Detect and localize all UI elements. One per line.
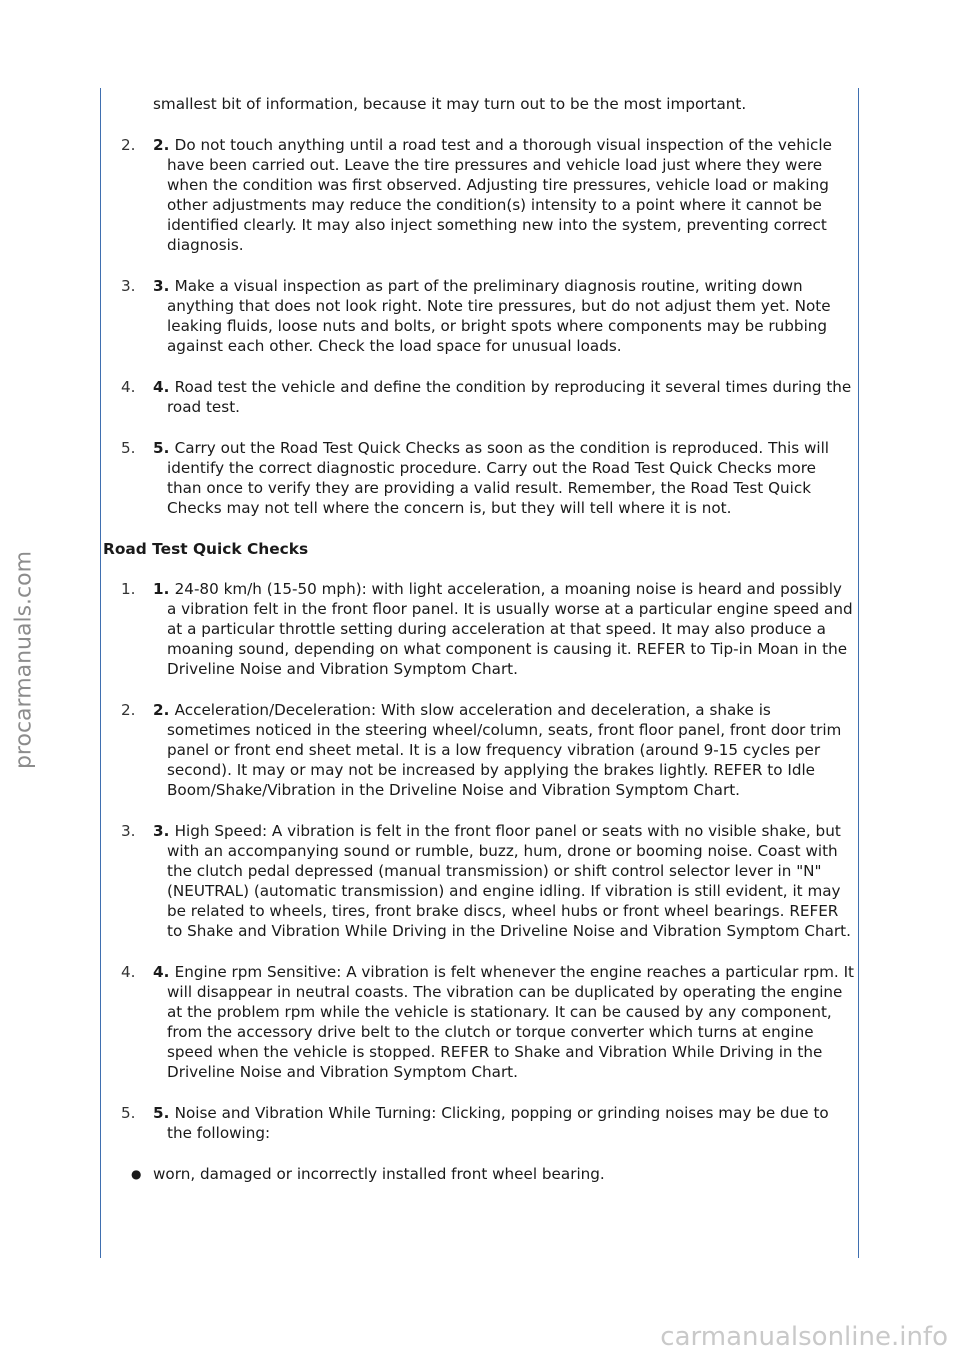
item-text: 5. Carry out the Road Test Quick Checks as soon as the condition is reproduced. This will identify the correct diagnostic procedure. Carry out the Road Test Quick Checks more than once to verify they are providing a valid result. Remember, the Road Test Quick Checks may not tell where the concern is, but they will tell where it is not. [153, 439, 830, 517]
procedure-step [103, 377, 855, 417]
item-lead-bold: 3. [153, 277, 175, 295]
procedure-steps-list [103, 135, 855, 518]
item-text: 1. 24-80 km/h (15-50 mph): with light acceleration, a moaning noise is heard and possibly a vibration felt in the front floor panel. It is usually worse at a particular engine speed and at a particular throttle setting during acceleration at that speed. It may also produce a moaning sound, depending on what component is causing it. REFER to Tip-in Moan in the Driveline Noise and Vibration Symptom Chart. [153, 580, 853, 678]
item-lead-bold: 1. [153, 580, 175, 598]
bullet-list [103, 1164, 855, 1184]
item-lead-bold: 2. [153, 136, 175, 154]
item-number: 5. [121, 1104, 136, 1122]
item-number: 1. [121, 580, 136, 598]
side-watermark-text: procarmanuals.com [11, 550, 37, 770]
procedure-step [103, 135, 855, 255]
bottom-watermark: carmanualsonline.info [660, 1322, 948, 1352]
item-number: 3. [121, 277, 136, 295]
item-lead-bold: 3. [153, 822, 175, 840]
bullet-text: worn, damaged or incorrectly installed front wheel bearing. [153, 1165, 605, 1183]
item-text: 5. Noise and Vibration While Turning: Clicking, popping or grinding noises may be due to the following: [153, 1104, 829, 1142]
item-lead-bold: 2. [153, 701, 175, 719]
document-body [103, 94, 855, 1184]
quick-check-item [103, 821, 855, 941]
item-text: 3. Make a visual inspection as part of the preliminary diagnosis routine, writing down anything that does not look right. Note tire pressures, but do not adjust them yet. Note leaking fluids, loose nuts and bolts, or bright spots where components may be rubbing against each other. Check the load space for unusual loads. [153, 277, 831, 355]
right-border-rule [858, 88, 859, 1258]
item-number: 2. [121, 136, 136, 154]
quick-check-item [103, 579, 855, 679]
item-number: 4. [121, 378, 136, 396]
procedure-step [103, 276, 855, 356]
item-text: 3. High Speed: A vibration is felt in the front floor panel or seats with no visible shake, but with an accompanying sound or rumble, buzz, hum, drone or booming noise. Coast with the clutch pedal depressed (manual transmission) or shift control selector lever in "N" (NEUTRAL) (automatic transmission) and engine idling. If vibration is still evident, it may be related to wheels, tires, front brake discs, wheel hubs or front wheel bearings. REFER to Shake and Vibration While Driving in the Driveline Noise and Vibration Symptom Chart. [153, 822, 851, 940]
item-lead-bold: 5. [153, 439, 175, 457]
item-lead-bold: 4. [153, 378, 175, 396]
quick-check-item [103, 1103, 855, 1143]
continuation-paragraph: smallest bit of information, because it may turn out to be the most important. [153, 95, 747, 113]
item-number: 5. [121, 439, 136, 457]
item-lead-bold: 4. [153, 963, 175, 981]
bullet-dot-icon: ● [131, 1167, 142, 1181]
side-watermark [4, 530, 44, 790]
item-text: 2. Acceleration/Deceleration: With slow acceleration and deceleration, a shake is sometimes noticed in the steering wheel/column, seats, front floor panel, front door trim panel or front end sheet metal. It is a low frequency vibration (around 9-15 cycles per second). It may or may not be increased by applying the brakes lightly. REFER to Idle Boom/Shake/Vibration in the Driveline Noise and Vibration Symptom Chart. [153, 701, 842, 799]
item-number: 4. [121, 963, 136, 981]
left-border-rule [100, 88, 101, 1258]
item-text: 4. Engine rpm Sensitive: A vibration is felt whenever the engine reaches a particular rpm. It will disappear in neutral coasts. The vibration can be duplicated by operating the engine at the problem rpm while the vehicle is stationary. It can be caused by any component, from the accessory drive belt to the clutch or torque converter which turns at engine speed when the vehicle is stopped. REFER to Shake and Vibration While Driving in the Driveline Noise and Vibration Symptom Chart. [153, 963, 854, 1081]
item-lead-bold: 5. [153, 1104, 175, 1122]
bullet-item [103, 1164, 855, 1184]
item-text: 4. Road test the vehicle and define the condition by reproducing it several times during the road test. [153, 378, 852, 416]
item-text: 2. Do not touch anything until a road test and a thorough visual inspection of the vehicle have been carried out. Leave the tire pressures and vehicle load just where they were when the condition was first observed. Adjusting tire pressures, vehicle load or making other adjustments may reduce the condition(s) intensity to a point where it cannot be identified clearly. It may also inject something new into the system, preventing correct diagnosis. [153, 136, 832, 254]
procedure-step [103, 438, 855, 518]
quick-check-item [103, 962, 855, 1082]
item-number: 2. [121, 701, 136, 719]
item-number: 3. [121, 822, 136, 840]
quick-check-item [103, 700, 855, 800]
section-heading: Road Test Quick Checks [103, 540, 309, 558]
quick-checks-list [103, 579, 855, 1143]
